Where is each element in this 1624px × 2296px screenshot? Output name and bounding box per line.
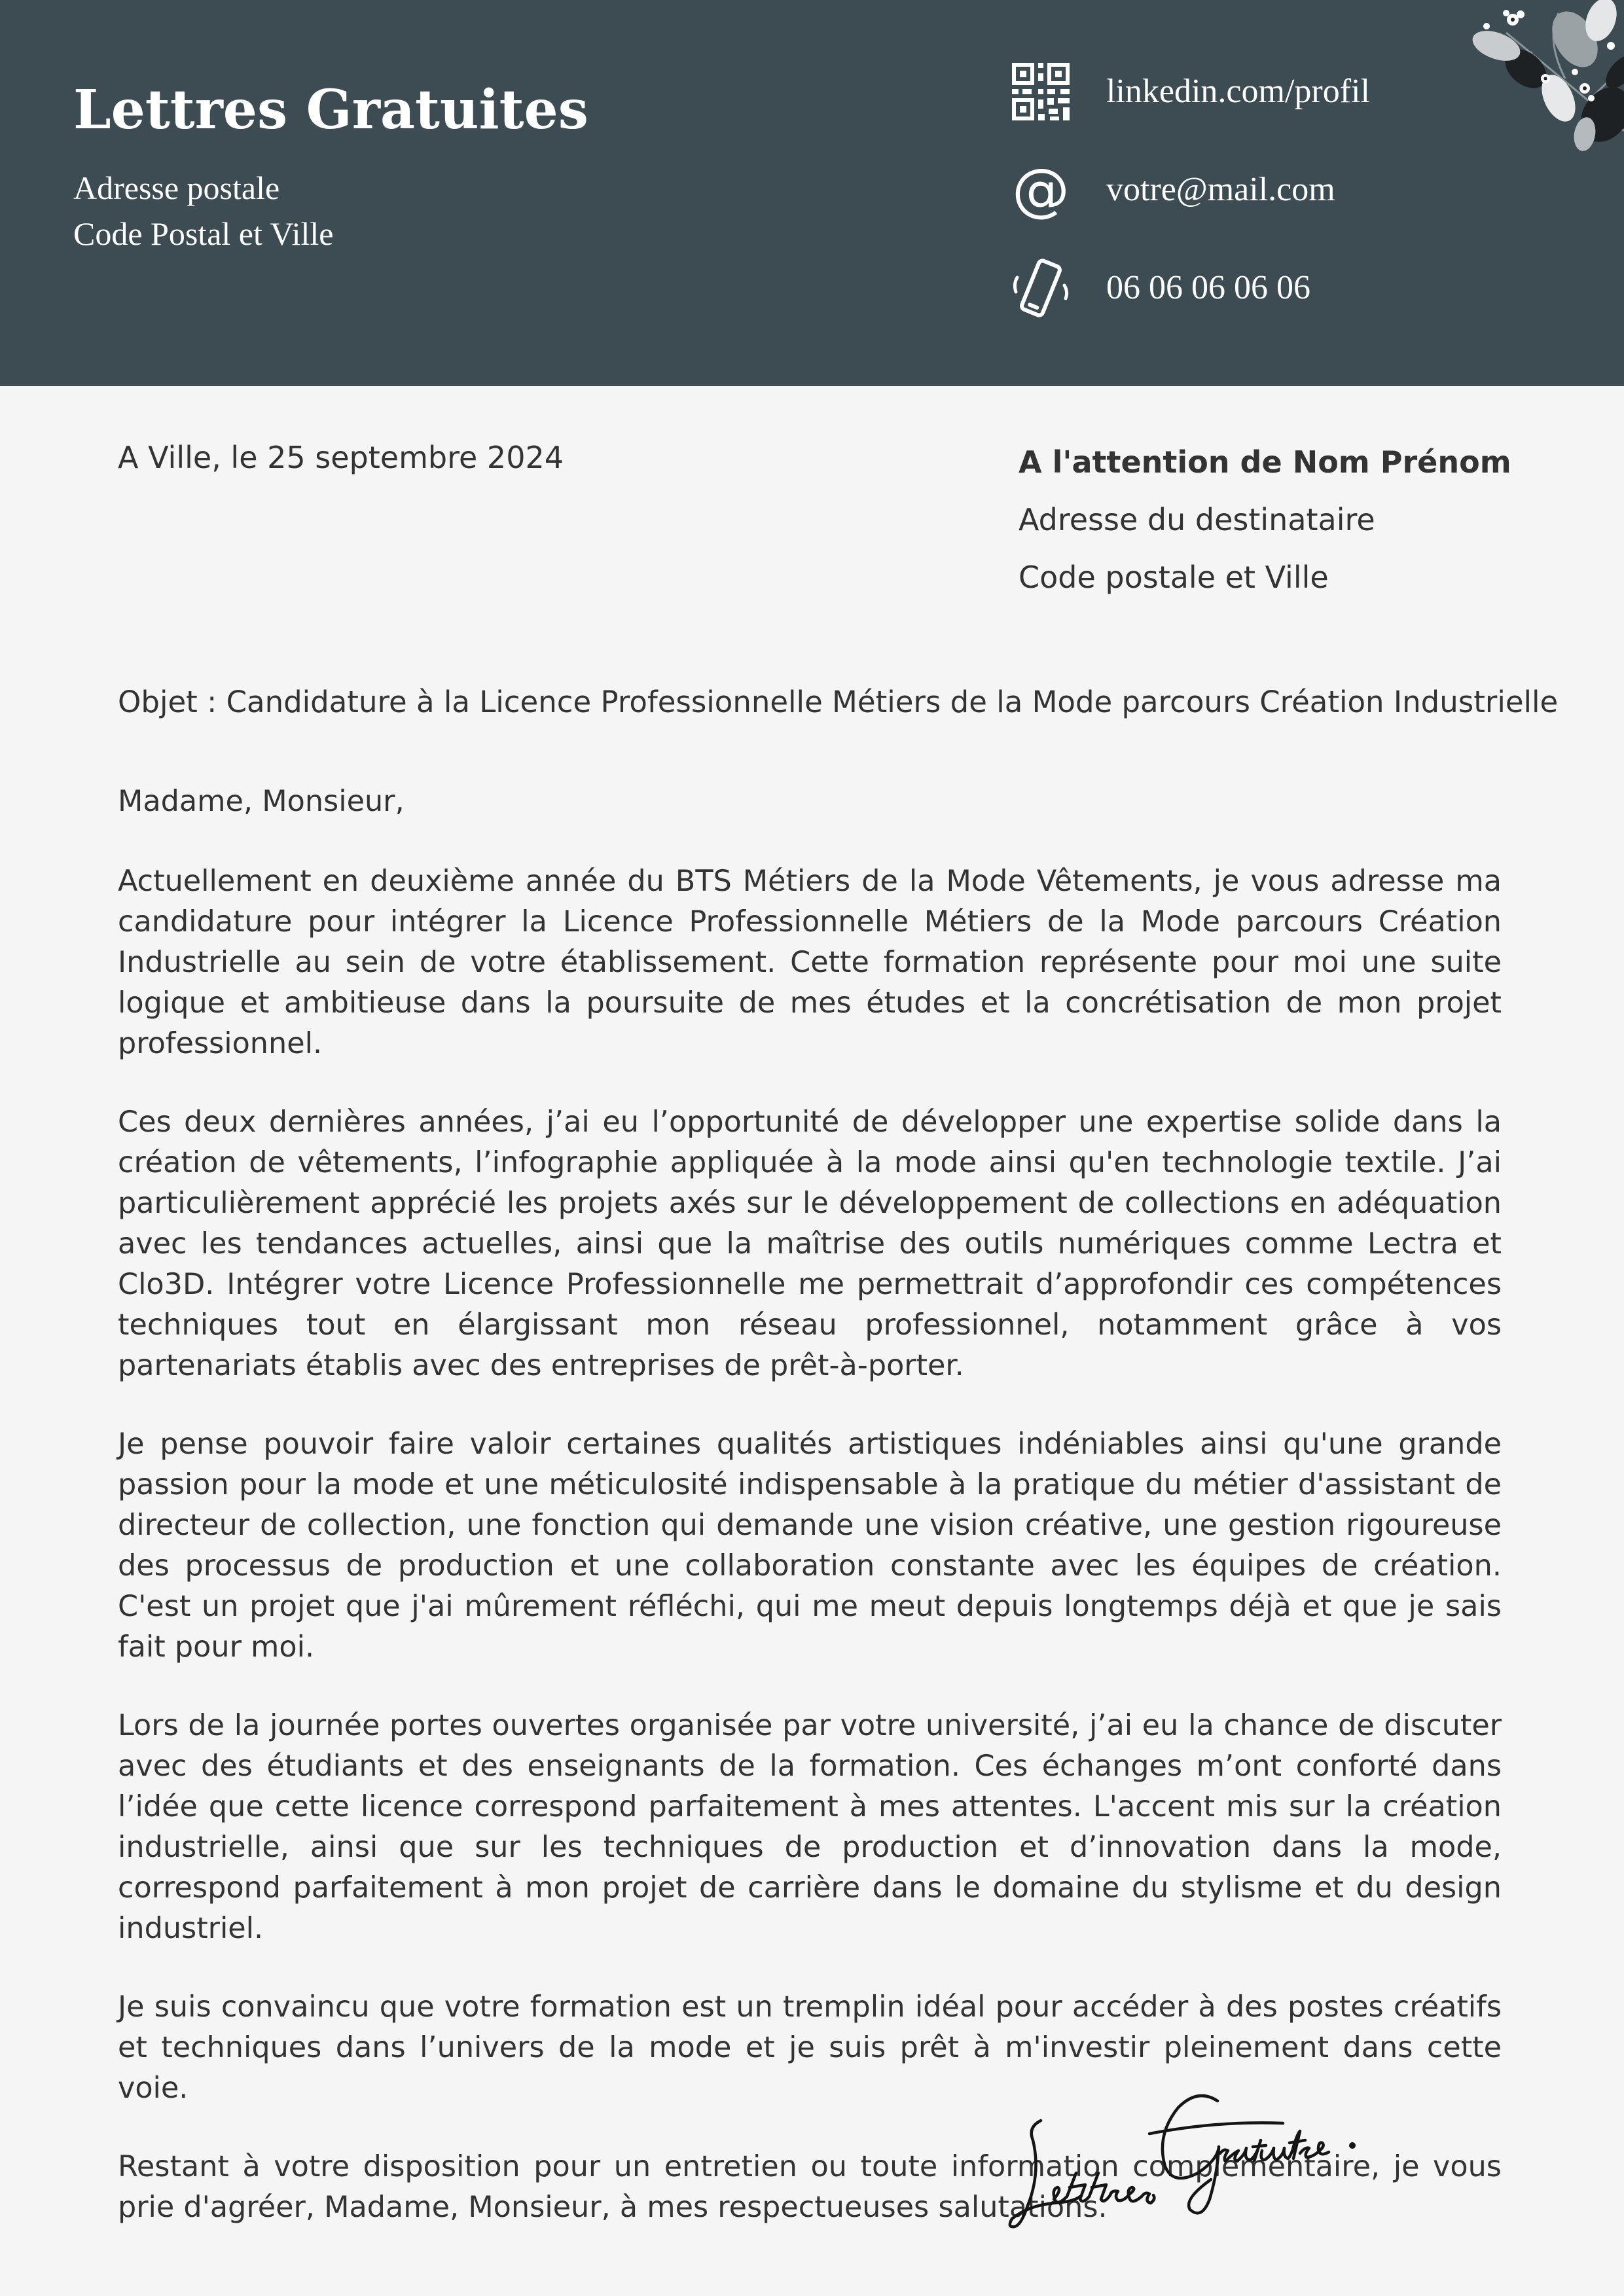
- contact-linkedin[interactable]: [1008, 59, 1466, 124]
- letter-paragraph: Ces deux dernières années, j’ai eu l’opportunité de développer une expertise solide dans la création de vêtements, l’infographie appliquée à la mode ainsi qu'en technologie textile. J’ai particulièrement apprécié les projets axés sur le développement de collections en adéquation avec les tendances actuelles, ainsi que la maîtrise des outils numériques comme Lectra et Clo3D. Intégrer votre Licence Professionnelle me permettrait d’approfondir ces compétences techniques tout en élargissant mon réseau professionnel, notamment grâce à vos partenariats établis avec des entreprises de prêt-à-porter.: [118, 1105, 1502, 1382]
- contact-phone[interactable]: [1008, 255, 1466, 321]
- sender-address-line1: Adresse postale: [73, 170, 280, 206]
- sender-name: Lettres Gratuites: [73, 79, 588, 141]
- recipient-name: A l'attention de Nom Prénom: [1019, 444, 1511, 480]
- at-sign-icon: @: [1012, 156, 1070, 223]
- contact-email[interactable]: [1008, 157, 1466, 223]
- phone-number: 06 06 06 06 06: [1106, 269, 1310, 306]
- letter-object: Objet : Candidature à la Licence Professionnelle Métiers de la Mode parcours Création Industrielle: [118, 685, 1559, 719]
- sender-address: [73, 165, 333, 257]
- letter-date: A Ville, le 25 septembre 2024: [118, 440, 564, 475]
- qr-code-icon: [1008, 59, 1074, 124]
- letter-body: [118, 781, 1502, 2266]
- recipient-address-line2: Code postale et Ville: [1019, 560, 1329, 595]
- email-address: votre@mail.com: [1106, 171, 1335, 208]
- recipient-address-line1: Adresse du destinataire: [1019, 502, 1375, 537]
- letter-header: [0, 0, 1624, 386]
- letter-paragraph: Je suis convaincu que votre formation est un tremplin idéal pour accéder à des postes créatifs et techniques dans l’univers de la mode et je suis prêt à m'investir pleinement dans cette voie.: [118, 1990, 1502, 2105]
- letter-greeting: Madame, Monsieur,: [118, 785, 405, 818]
- linkedin-url: linkedin.com/profil: [1106, 73, 1370, 110]
- floral-corner-icon: [1460, 0, 1624, 157]
- handwritten-signature: [1001, 2075, 1388, 2245]
- mobile-phone-icon: [1008, 255, 1074, 321]
- letter-paragraph: Actuellement en deuxième année du BTS Métiers de la Mode Vêtements, je vous adresse ma candidature pour intégrer la Licence Professionnelle Métiers de la Mode parcours Création Industrielle au sein de votre établissement. Cette formation représente pour moi une suite logique et ambitieuse dans la poursuite de mes études et la concrétisation de mon projet professionnel.: [118, 865, 1502, 1060]
- recipient-block: [1019, 433, 1511, 606]
- letter-paragraph: Restant à votre disposition pour un entretien ou toute information complémentaire, je vous prie d'agréer, Madame, Monsieur, à mes respectueuses salutations.: [118, 2150, 1502, 2224]
- letter-paragraph: Lors de la journée portes ouvertes organisée par votre université, j’ai eu la chance de discuter avec des étudiants et des enseignants de la formation. Ces échanges m’ont conforté dans l’idée que cette licence correspond parfaitement à mes attentes. L'accent mis sur la création industrielle, ainsi que sur les techniques de production et d’innovation dans la mode, correspond parfaitement à mon projet de carrière dans le domaine du stylisme et du design industriel.: [118, 1709, 1502, 1945]
- sender-address-line2: Code Postal et Ville: [73, 215, 334, 252]
- letter-paragraph: Je pense pouvoir faire valoir certaines qualités artistiques indéniables ainsi qu'une grande passion pour la mode et une méticulosité indispensable à la pratique du métier d'assistant de directeur de collection, une fonction qui demande une vision créative, une gestion rigoureuse des processus de production et une collaboration constante avec les équipes de création. C'est un projet que j'ai mûrement réfléchi, qui me meut depuis longtemps déjà et que je sais fait pour moi.: [118, 1427, 1502, 1664]
